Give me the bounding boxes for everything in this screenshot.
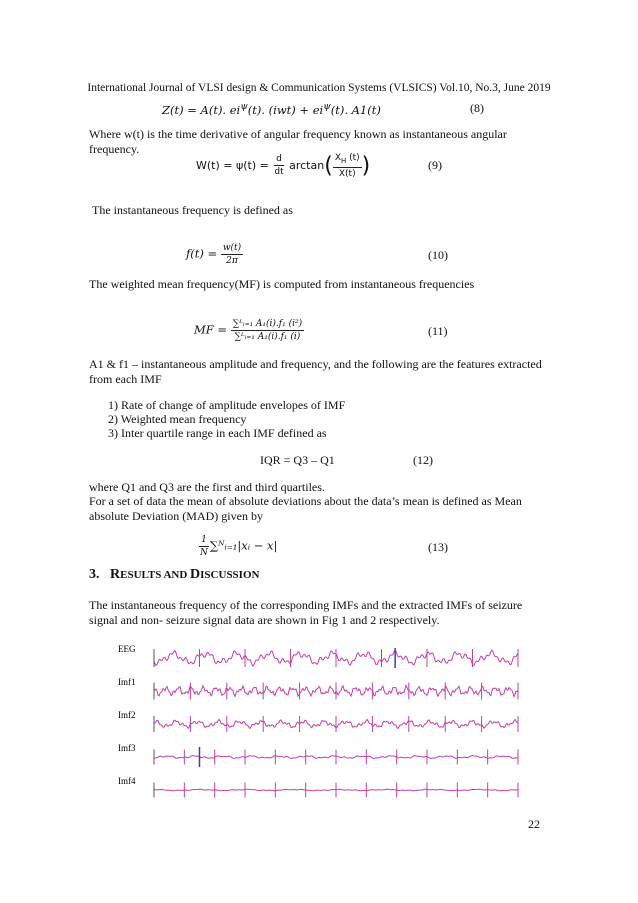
frac-num: 1 [201,535,207,545]
equation-10 [186,242,243,267]
page-number: 22 [528,817,540,831]
paragraph: The weighted mean frequency(MF) is computed from instantaneous frequencies [89,277,475,291]
heading-part: ISCUSSION [200,569,260,581]
running-header: International Journal of VLSI design & Communication Systems (VLSICS) Vol.10, No.3, June 2019 [87,82,551,94]
feature-list [108,398,345,440]
trace-label: Imf1 [118,677,136,687]
equation-12: IQR = Q3 – Q1 [260,453,335,467]
equation-number: (12) [413,453,433,467]
section-number: 3. [89,567,100,582]
frac-num: ∑ᴸᵢ₌₁ A₁(i).f₁ (i²) [232,319,303,329]
equation-number: (13) [428,540,448,554]
frac-num: d [276,154,282,165]
heading-part: D [190,567,201,582]
eq10-lhs: f(t) = [186,246,218,261]
subscript: H [340,156,347,165]
eq13-body: ∑ᴺᵢ₌₁|xᵢ − x| [209,538,278,553]
list-item: 3) Inter quartile range in each IMF defined as [108,426,327,440]
frac-den: N [200,548,208,558]
frac-den: X(t) [338,168,356,179]
fraction [221,242,243,267]
frac-num-tail: (t) [346,153,360,163]
heading-part: R [110,567,121,582]
equation-9: W(t) = ψ(t) = $\frac{d}{dt}$ arctan( $\frac{X_H (t)}{X(t)}$ ) [196,153,371,179]
list-item: 1) Rate of change of amplitude envelopes of IMF [108,398,346,412]
paragraph: The instantaneous frequency is defined as [92,203,293,217]
heading-part: ESULTS AND [120,569,191,581]
equation-13 [198,534,277,559]
frac-num: w(t) [222,243,242,253]
eq8-part: Z(t) = A(t). ei [162,102,241,117]
equation-11 [194,318,304,343]
trace-label: Imf4 [118,776,136,786]
paragraph: Where w(t) is the time derivative of angular frequency known as instantaneous angular frequency. [89,127,507,156]
derivative-fraction [272,153,285,178]
list-item: 2) Weighted mean frequency [108,412,247,426]
frac-den: ∑ᴸᵢ₌₁ A₁(i).f₁ (i) [234,332,301,342]
frac-den: 2π [226,256,238,266]
fraction [231,318,304,343]
eq9-lhs: W(t) = ψ(t) = [196,158,269,172]
eq8-part: (t). A1(t) [330,102,381,117]
fraction [198,534,210,559]
trace-label: Imf2 [118,710,136,720]
imf-figure [118,640,528,800]
equation-number: (10) [428,248,448,262]
equation-8 [162,101,381,117]
equation-number: (8) [470,101,484,115]
paragraph: For a set of data the mean of absolute deviations about the data’s mean is defined as Mean absolute Deviation (MAD) given by [89,494,522,523]
equation-number: (11) [428,324,448,338]
arctan-fraction [333,152,362,180]
paragraph: A1 & f1 – instantaneous amplitude and frequency, and the following are the features extracted from each IMF [89,357,542,386]
frac-num: X [334,153,341,163]
arctan: arctan [289,158,325,172]
eq11-lhs: MF = [194,322,228,337]
paragraph: The instantaneous frequency of the corresponding IMFs and the extracted IMFs of seizure signal and non- seizure signal data are shown in Fig 1 and 2 respectively. [89,598,523,627]
frac-den: dt [274,167,284,178]
section-heading [89,567,259,583]
paragraph: where Q1 and Q3 are the first and third quartiles. [89,480,325,494]
eq8-sup: ψ [323,101,331,112]
trace-label: EEG [118,644,136,654]
eq8-sup: ψ [240,101,248,112]
eq8-part: (t). (iwt) + ei [247,102,324,117]
equation-number: (9) [428,158,442,172]
trace-label: Imf3 [118,743,136,753]
